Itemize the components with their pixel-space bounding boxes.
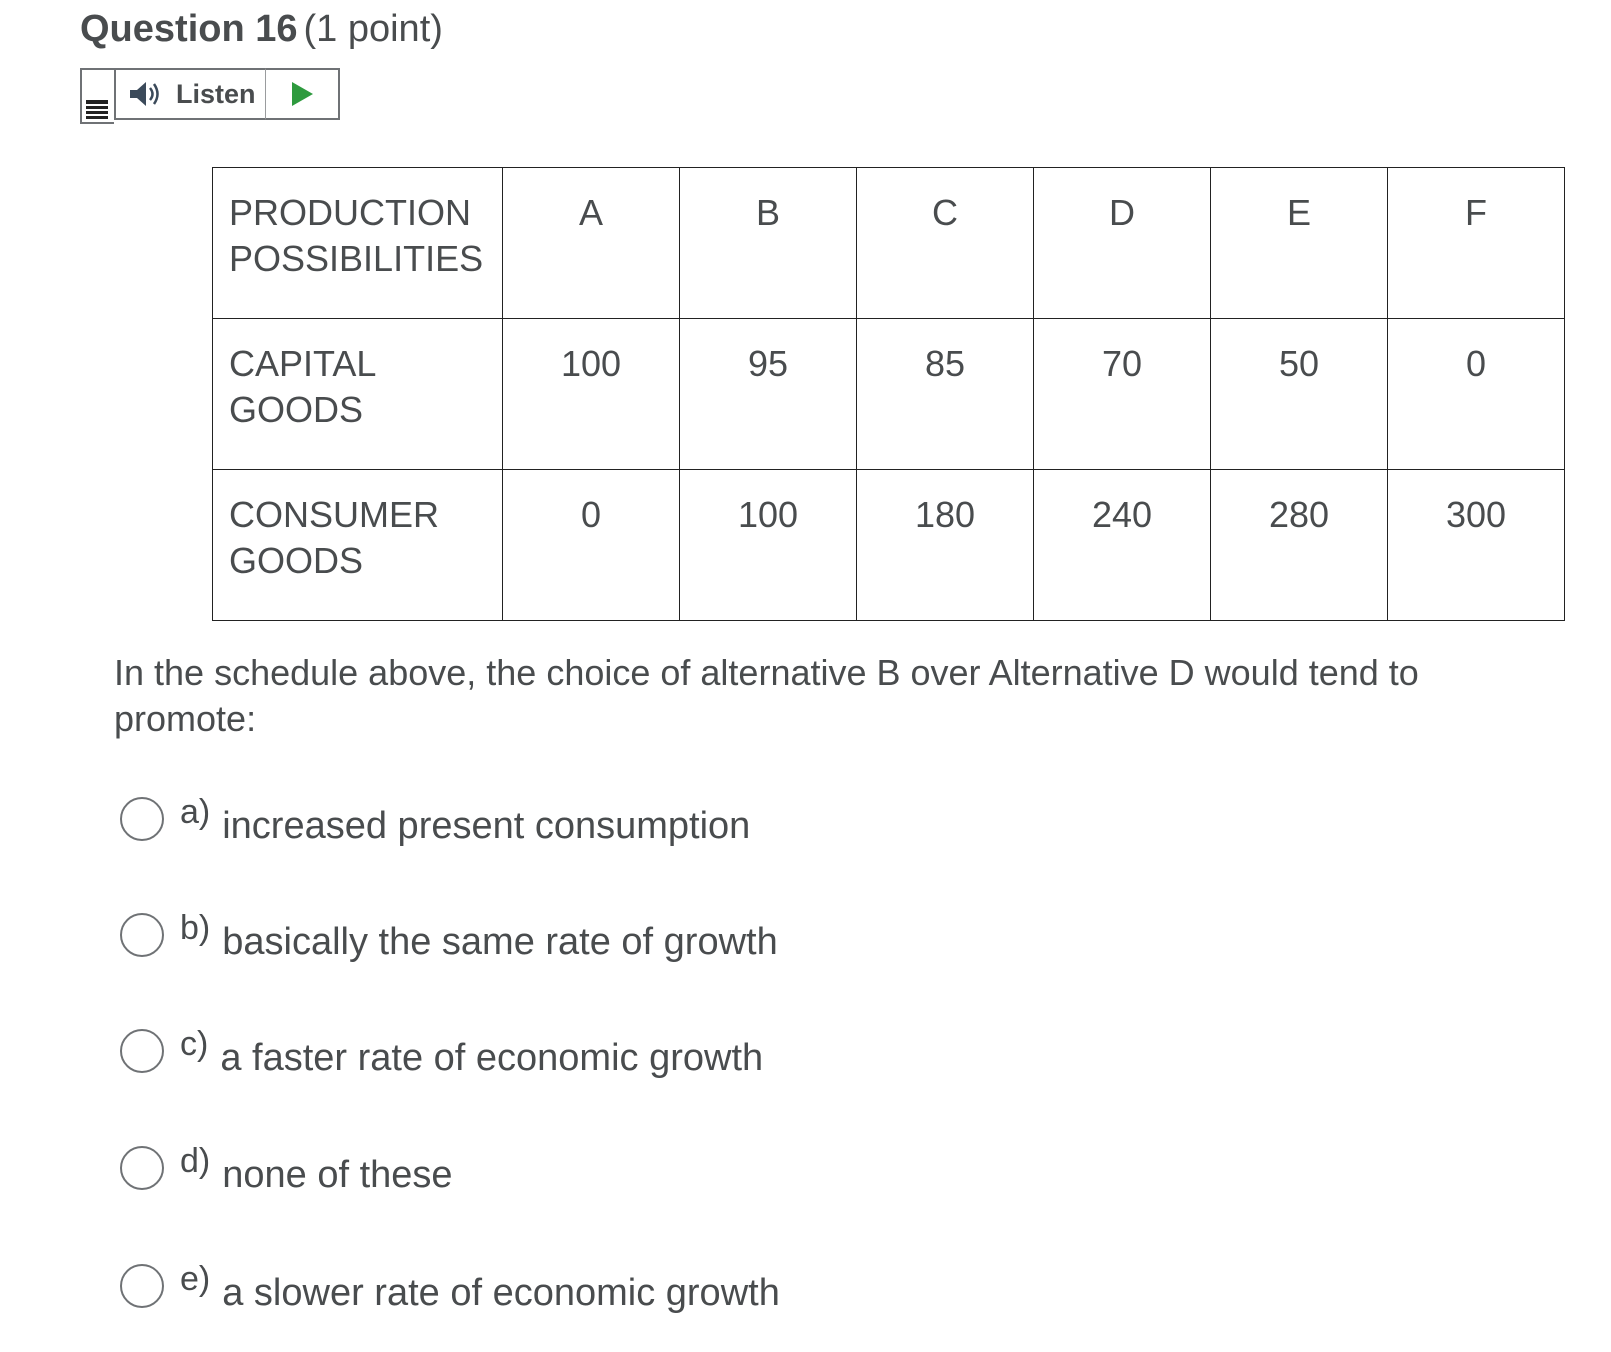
question-header: [80, 8, 443, 51]
play-button[interactable]: [266, 68, 340, 120]
column-header: E: [1211, 168, 1388, 319]
option-c[interactable]: [120, 1025, 763, 1085]
option-text: a slower rate of economic growth: [222, 1272, 780, 1314]
table-header-row: [213, 168, 1565, 319]
option-text: basically the same rate of growth: [222, 921, 778, 963]
option-letter: b): [180, 909, 211, 947]
table-cell: 70: [1034, 319, 1211, 470]
production-possibilities-table: [212, 167, 1565, 621]
table-row: [213, 470, 1565, 621]
row-label: CONSUMER GOODS: [213, 470, 503, 621]
speaker-icon: [128, 79, 164, 109]
table-header-label: PRODUCTION POSSIBILITIES: [213, 168, 503, 319]
table-cell: 85: [857, 319, 1034, 470]
option-text: increased present consumption: [222, 805, 751, 847]
table-cell: 100: [680, 470, 857, 621]
table-cell: 50: [1211, 319, 1388, 470]
table-cell: 0: [1388, 319, 1565, 470]
table-cell: 280: [1211, 470, 1388, 621]
option-text: none of these: [222, 1154, 453, 1196]
option-letter: e): [180, 1260, 211, 1298]
radio-button[interactable]: [120, 797, 164, 841]
listen-button[interactable]: [114, 68, 266, 120]
table-cell: 300: [1388, 470, 1565, 621]
option-b[interactable]: [120, 909, 778, 969]
question-points: (1 point): [303, 8, 443, 50]
radio-button[interactable]: [120, 1146, 164, 1190]
menu-icon: [85, 98, 109, 120]
table-cell: 0: [503, 470, 680, 621]
option-d[interactable]: [120, 1142, 453, 1202]
option-text: a faster rate of economic growth: [220, 1037, 764, 1079]
radio-button[interactable]: [120, 1029, 164, 1073]
option-letter: a): [180, 793, 211, 831]
option-letter: c): [180, 1025, 209, 1063]
listen-label: Listen: [176, 78, 256, 109]
question-prompt: In the schedule above, the choice of alternative B over Alternative D would tend to promote:: [114, 652, 1419, 739]
table-cell: 240: [1034, 470, 1211, 621]
radio-button[interactable]: [120, 1264, 164, 1308]
radio-button[interactable]: [120, 913, 164, 957]
table-cell: 100: [503, 319, 680, 470]
play-icon: [290, 81, 314, 107]
column-header: D: [1034, 168, 1211, 319]
question-title: Question 16: [80, 8, 298, 50]
row-label: CAPITAL GOODS: [213, 319, 503, 470]
listen-toolbar: [80, 68, 340, 122]
table-row: [213, 319, 1565, 470]
column-header: B: [680, 168, 857, 319]
table-cell: 180: [857, 470, 1034, 621]
option-a[interactable]: [120, 793, 750, 853]
menu-button[interactable]: [80, 68, 114, 124]
column-header: A: [503, 168, 680, 319]
table-cell: 95: [680, 319, 857, 470]
option-letter: d): [180, 1142, 211, 1180]
column-header: F: [1388, 168, 1565, 319]
option-e[interactable]: [120, 1260, 780, 1320]
column-header: C: [857, 168, 1034, 319]
